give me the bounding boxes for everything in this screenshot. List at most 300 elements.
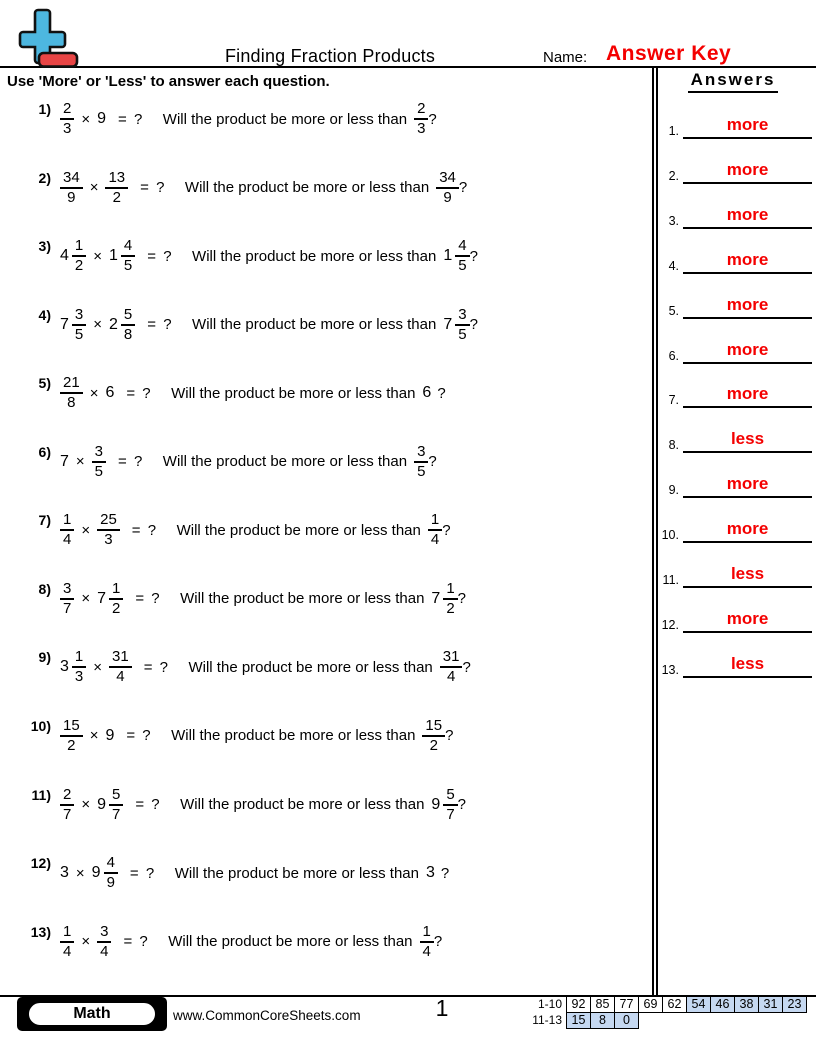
score-cell: 15: [566, 1012, 591, 1029]
fraction: [72, 307, 86, 343]
fraction: [455, 238, 469, 274]
question-mark: ?: [457, 796, 467, 813]
multiply-sign: ×: [93, 316, 103, 334]
multiply-sign: ×: [93, 247, 103, 265]
fraction: [72, 238, 86, 274]
score-cell: 62: [662, 996, 687, 1013]
mixed-number: [443, 238, 469, 274]
answer-row: [660, 295, 812, 319]
question-expression: [60, 375, 114, 411]
question-number: 6): [38, 443, 51, 460]
answer-key-value: Answer Key: [606, 42, 732, 65]
prompt-text: Will the product be more or less than: [171, 384, 416, 402]
question-number: 7): [38, 512, 51, 529]
denominator: 5: [94, 462, 104, 480]
instructions-text: Use 'More' or 'Less' to answer each question.: [7, 73, 330, 90]
question-mark: ?: [469, 316, 478, 334]
mixed-number: [97, 581, 123, 617]
score-cell: 38: [734, 996, 759, 1013]
mixed-number: [443, 307, 469, 343]
whole-number: 6: [105, 384, 115, 402]
answer-number: 9.: [668, 483, 679, 498]
numerator: 4: [455, 238, 469, 257]
fraction: [455, 307, 469, 343]
question-expression: [60, 512, 120, 548]
question-mark: ?: [457, 590, 467, 608]
comparison-value: [422, 384, 445, 402]
fraction: [414, 101, 428, 137]
whole-part: 4: [60, 247, 69, 265]
mixed-number: [431, 787, 457, 823]
numerator: 3: [97, 924, 111, 943]
mixed-number: [60, 307, 86, 343]
answer-number: 8.: [668, 438, 679, 453]
question-row: [26, 444, 437, 480]
answer-number: 11.: [662, 573, 679, 587]
multiply-sign: ×: [75, 453, 85, 471]
comparison-value: [414, 101, 437, 137]
fraction: [443, 787, 457, 823]
answer-line: [683, 295, 812, 319]
numerator: 2: [60, 787, 74, 806]
question-expression: [60, 787, 123, 823]
whole-part: 7: [431, 589, 441, 607]
numerator: 1: [109, 581, 123, 600]
answer-line: [683, 340, 812, 364]
multiply-sign: ×: [93, 658, 103, 676]
answer-value: more: [726, 608, 769, 628]
fraction: [60, 924, 74, 960]
comparison-value: [426, 864, 449, 882]
score-cell: 46: [710, 996, 735, 1013]
fraction: [121, 238, 135, 274]
answer-line: [683, 654, 812, 678]
question-expression: [60, 238, 135, 274]
score-cell: 77: [614, 996, 639, 1013]
answer-line: [683, 609, 812, 633]
whole-part: 9: [97, 795, 107, 813]
comparison-value: [443, 307, 478, 343]
fraction: [414, 444, 428, 480]
denominator: 7: [63, 805, 72, 823]
fraction: [109, 649, 132, 685]
numerator: 4: [121, 238, 135, 257]
score-row-label: 1-10: [537, 997, 562, 1011]
denominator: 2: [74, 257, 84, 275]
denominator: 7: [446, 805, 455, 823]
prompt-text: Will the product be more or less than: [162, 110, 408, 128]
equals-question: = ?: [143, 658, 170, 676]
prompt-text: Will the product be more or less than: [174, 864, 419, 882]
equals-question: = ?: [135, 590, 162, 608]
answer-value: more: [726, 204, 769, 224]
answer-row: [660, 519, 812, 543]
numerator: 3: [92, 444, 106, 463]
answer-line: [683, 160, 812, 184]
prompt-text: Will the product be more or less than: [192, 247, 437, 265]
question-row: [26, 855, 449, 891]
numerator: 5: [443, 787, 457, 806]
answer-line: [683, 429, 812, 453]
denominator: 8: [123, 325, 133, 343]
answer-number: 7.: [668, 393, 679, 408]
numerator: 4: [104, 855, 118, 874]
answer-value: less: [730, 653, 765, 673]
answer-row: [660, 205, 812, 229]
answer-row: [660, 384, 812, 408]
fraction: [443, 581, 457, 617]
question-row: [26, 375, 446, 411]
mixed-number: [109, 238, 135, 274]
score-row-label: 11-13: [532, 1013, 562, 1027]
fraction: [109, 581, 123, 617]
mixed-number: [97, 787, 123, 823]
question-row: [26, 718, 453, 754]
score-cell: 92: [566, 996, 591, 1013]
answer-line: [683, 564, 812, 588]
fraction: [428, 512, 442, 548]
answer-value: less: [730, 564, 765, 583]
equals-question: = ?: [131, 521, 158, 539]
answer-row: [660, 654, 812, 678]
denominator: 5: [458, 325, 467, 343]
answer-number: 2.: [668, 168, 679, 183]
numerator: 15: [60, 718, 83, 737]
whole-part: 7: [443, 315, 453, 333]
question-expression: [60, 170, 128, 206]
question-row: [26, 787, 466, 823]
answer-number: 12.: [661, 617, 679, 632]
multiply-sign: ×: [81, 110, 91, 128]
equals-question: = ?: [126, 384, 153, 402]
prompt-text: Will the product be more or less than: [180, 590, 425, 608]
numerator: 1: [60, 512, 74, 531]
question-mark: ?: [442, 521, 451, 539]
denominator: 2: [112, 188, 121, 206]
prompt-text: Will the product be more or less than: [168, 933, 413, 951]
multiply-sign: ×: [89, 384, 99, 402]
prompt-text: Will the product be more or less than: [162, 453, 408, 471]
answers-heading-label: Answers: [688, 70, 779, 93]
whole-part: 2: [109, 315, 118, 333]
question-mark: ?: [428, 110, 437, 128]
answer-value: more: [726, 294, 769, 314]
question-expression: [60, 855, 118, 891]
denominator: 4: [63, 942, 72, 960]
whole-number: 9: [97, 110, 107, 127]
score-row: [520, 996, 807, 1013]
prompt-text: Will the product be more or less than: [184, 179, 430, 197]
equals-question: = ?: [135, 796, 162, 813]
fraction: [436, 170, 459, 206]
denominator: 3: [417, 120, 426, 137]
answer-number: 4.: [668, 258, 679, 273]
denominator: 7: [112, 805, 121, 823]
question-row: [26, 101, 437, 137]
numerator: 25: [97, 512, 120, 531]
denominator: 4: [422, 942, 431, 960]
fraction: [60, 101, 74, 137]
comparison-value: [428, 512, 451, 548]
fraction: [60, 375, 83, 411]
question-expression: [60, 649, 132, 685]
whole-number: 3: [425, 864, 435, 882]
name-label: Name:: [543, 49, 588, 66]
prompt-text: Will the product be more or less than: [192, 316, 437, 334]
question-mark: ?: [440, 864, 450, 882]
denominator: 2: [429, 736, 438, 754]
answers-heading: [657, 70, 809, 93]
answer-number: 13.: [661, 662, 679, 677]
prompt-text: Will the product be more or less than: [180, 796, 425, 813]
multiply-sign: ×: [89, 179, 99, 197]
fraction: [60, 718, 83, 754]
score-cell: 23: [782, 996, 807, 1013]
fraction: [420, 924, 434, 960]
fraction: [97, 924, 111, 960]
prompt-text: Will the product be more or less than: [188, 658, 433, 676]
question-row: [26, 170, 467, 206]
question-expression: [60, 101, 106, 137]
question-number: 11): [31, 786, 51, 803]
numerator: 15: [422, 718, 445, 737]
multiply-sign: ×: [81, 796, 91, 813]
score-cell: 31: [758, 996, 783, 1013]
answer-number: 1.: [668, 124, 679, 138]
mixed-number: [92, 855, 118, 891]
fraction: [92, 444, 106, 480]
question-expression: [60, 924, 111, 960]
multiply-sign: ×: [81, 590, 91, 608]
answer-row: [660, 609, 812, 633]
comparison-value: [431, 787, 466, 823]
question-mark: ?: [428, 453, 437, 471]
question-number: 2): [38, 169, 51, 186]
comparison-value: [414, 444, 437, 480]
answer-value: less: [730, 429, 765, 449]
equals-question: = ?: [118, 453, 144, 471]
question-row: [26, 649, 471, 685]
numerator: 31: [440, 649, 463, 668]
question-expression: [60, 307, 135, 343]
question-number: 1): [38, 101, 51, 117]
question-mark: ?: [458, 179, 468, 197]
whole-number: 7: [60, 452, 69, 470]
equals-question: = ?: [140, 179, 166, 197]
equals-question: = ?: [123, 933, 150, 951]
answer-value: more: [726, 339, 769, 359]
score-cell: 85: [590, 996, 615, 1013]
answer-line: [683, 519, 812, 543]
comparison-value: [422, 718, 453, 754]
answer-line: [683, 474, 812, 498]
question-number: 13): [30, 923, 51, 940]
answer-number: 3.: [668, 213, 679, 228]
mixed-number: [60, 649, 86, 685]
denominator: 5: [417, 462, 426, 480]
denominator: 8: [67, 394, 76, 412]
whole-part: 1: [109, 247, 118, 265]
question-row: [26, 512, 451, 548]
denominator: 5: [458, 257, 467, 275]
denominator: 3: [74, 668, 84, 686]
comparison-value: [420, 924, 443, 960]
whole-part: 9: [431, 795, 441, 813]
fraction: [109, 787, 123, 823]
equals-question: = ?: [147, 247, 174, 265]
prompt-text: Will the product be more or less than: [171, 727, 416, 745]
answer-row: [660, 474, 812, 498]
question-mark: ?: [462, 658, 471, 676]
score-cell: 8: [590, 1012, 615, 1029]
multiply-sign: ×: [75, 864, 85, 882]
whole-part: 9: [91, 864, 101, 882]
whole-part: 3: [60, 658, 69, 676]
denominator: 5: [74, 325, 84, 343]
fraction: [422, 718, 445, 754]
plus-minus-logo-icon: [16, 6, 80, 70]
whole-number: 3: [60, 864, 69, 882]
fraction: [72, 649, 86, 685]
denominator: 2: [446, 599, 455, 617]
question-expression: [60, 444, 106, 480]
mixed-number: [109, 307, 135, 343]
answer-value: more: [726, 159, 769, 179]
denominator: 4: [430, 531, 440, 549]
denominator: 9: [67, 188, 76, 206]
whole-part: 7: [60, 315, 69, 333]
numerator: 2: [414, 101, 428, 120]
question-number: 10): [30, 717, 51, 734]
numerator: 34: [60, 170, 83, 189]
fraction: [104, 855, 118, 891]
denominator: 4: [446, 668, 456, 686]
fraction: [60, 581, 74, 617]
numerator: 1: [72, 649, 86, 668]
fraction: [60, 787, 74, 823]
answer-line: [683, 250, 812, 274]
question-number: 4): [38, 306, 51, 323]
denominator: 9: [443, 188, 452, 206]
numerator: 3: [72, 307, 86, 326]
score-cell: 69: [638, 996, 663, 1013]
score-cell: 54: [686, 996, 711, 1013]
answer-row: [660, 429, 812, 453]
fraction: [60, 170, 83, 206]
answer-row: [660, 250, 812, 274]
header-rule: [0, 66, 816, 68]
answer-value: more: [726, 249, 769, 269]
math-badge-label: Math: [27, 1001, 157, 1027]
website-url: www.CommonCoreSheets.com: [173, 1008, 361, 1023]
fraction: [60, 512, 74, 548]
answer-value: more: [726, 384, 769, 404]
denominator: 4: [100, 942, 109, 960]
fraction: [440, 649, 463, 685]
answer-value: more: [726, 519, 769, 539]
page-title: Finding Fraction Products: [224, 46, 436, 66]
denominator: 4: [63, 531, 72, 549]
answer-line: [683, 115, 812, 139]
numerator: 34: [436, 170, 459, 189]
question-row: [26, 581, 466, 617]
mixed-number: [431, 581, 457, 617]
whole-number: 6: [422, 384, 432, 402]
answer-value: more: [726, 474, 769, 494]
comparison-value: [443, 238, 478, 274]
answer-row: [660, 564, 812, 588]
answer-number: 6.: [668, 348, 679, 363]
denominator: 3: [104, 531, 113, 549]
equals-question: = ?: [126, 727, 153, 745]
denominator: 3: [63, 120, 72, 137]
numerator: 1: [420, 924, 434, 943]
prompt-text: Will the product be more or less than: [176, 521, 421, 539]
score-table: [520, 996, 807, 1029]
answer-number: 10.: [661, 528, 679, 543]
answer-line: [683, 205, 812, 229]
numerator: 1: [60, 924, 74, 943]
column-divider-line: [656, 68, 658, 996]
question-expression: [60, 718, 114, 754]
page-number: 1: [435, 995, 449, 1021]
column-divider-line: [652, 68, 654, 996]
numerator: 2: [60, 101, 74, 120]
question-number: 9): [38, 649, 51, 666]
denominator: 9: [106, 874, 115, 892]
multiply-sign: ×: [89, 727, 99, 745]
whole-number: 9: [105, 726, 115, 744]
score-row: [520, 1012, 807, 1029]
multiply-sign: ×: [81, 933, 91, 951]
multiply-sign: ×: [81, 521, 91, 539]
question-number: 3): [38, 238, 51, 255]
mixed-number: [60, 238, 86, 274]
fraction: [121, 307, 135, 343]
numerator: 1: [443, 581, 457, 600]
question-mark: ?: [469, 247, 478, 265]
answer-row: [660, 160, 812, 184]
numerator: 1: [72, 238, 86, 257]
question-number: 8): [38, 580, 51, 597]
numerator: 5: [109, 787, 123, 806]
question-expression: [60, 581, 123, 617]
question-number: 12): [30, 855, 51, 872]
denominator: 7: [63, 599, 72, 617]
numerator: 3: [455, 307, 469, 326]
comparison-value: [436, 170, 467, 206]
answer-number: 5.: [668, 303, 679, 318]
math-badge: [17, 997, 167, 1031]
fraction: [97, 512, 120, 548]
question-row: [26, 924, 442, 960]
denominator: 4: [116, 668, 125, 686]
question-row: [26, 307, 478, 343]
question-mark: ?: [445, 727, 454, 745]
question-mark: ?: [437, 384, 446, 402]
numerator: 3: [60, 581, 74, 600]
numerator: 3: [414, 444, 428, 463]
numerator: 5: [121, 307, 135, 326]
denominator: 5: [123, 257, 133, 275]
score-cell: 0: [614, 1012, 639, 1029]
whole-part: 1: [443, 247, 453, 265]
whole-part: 7: [97, 589, 107, 607]
numerator: 1: [428, 512, 442, 531]
denominator: 2: [67, 736, 76, 754]
equals-question: = ?: [147, 316, 174, 334]
comparison-value: [431, 581, 466, 617]
